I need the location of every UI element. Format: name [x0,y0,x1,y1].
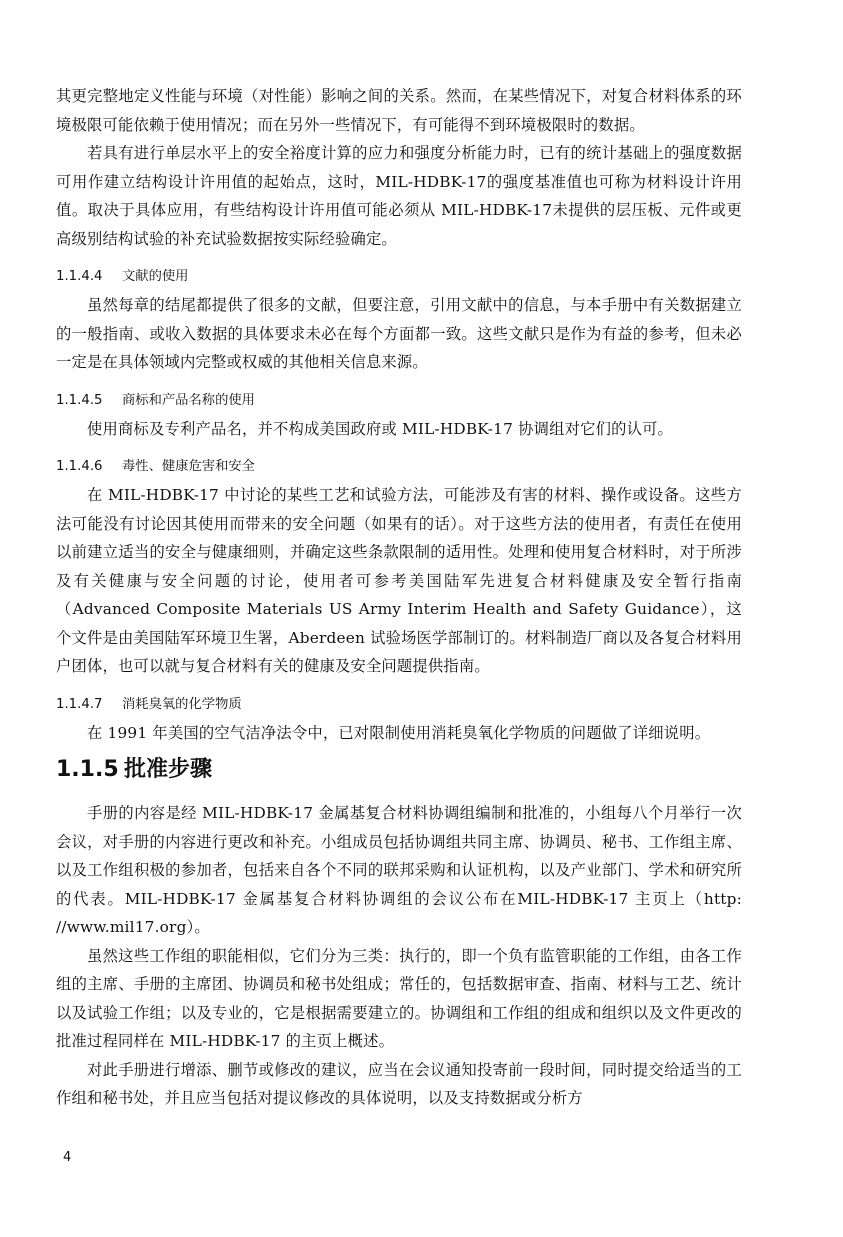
heading-number: 1.1.4.5 [56,392,103,408]
heading-title: 商标和产品名称的使用 [122,392,255,408]
paragraph: 手册的内容是经 MIL-HDBK-17 金属基复合材料协调组编制和批准的，小组每八个月举行一次会议，对手册的内容进行更改和补充。小组成员包括协调组共同主席、协调员、秘书、工作组主席、以及工作组积极的参加者，包括来自各个不同的联邦采购和认证机构，以及产业部门、学术和研究所的代表。MIL-HDBK-17 金属基复合材料协调组的会议公布在MIL-HDBK-17 主页上（http: //www.mil17.org）。 [56,804,742,936]
heading-title: 批准步骤 [124,757,213,782]
subsection-heading [56,391,742,411]
paragraph: 虽然每章的结尾都提供了很多的文献，但要注意，引用文献中的信息，与本手册中有关数据建立的一般指南、或收入数据的具体要求未必在每个方面都一致。这些文献只是作为有益的参考，但未必一定是在具体领域内完整或权威的其他相关信息来源。 [56,296,742,371]
paragraph: 使用商标及专利产品名，并不构成美国政府或 MIL-HDBK-17 协调组对它们的认可。 [87,419,674,438]
heading-number: 1.1.5 [56,757,119,782]
paragraph: 其更完整地定义性能与环境（对性能）影响之间的关系。然而，在某些情况下，对复合材料体系的环境极限可能依赖于使用情况；而在另外一些情况下，有可能得不到环境极限时的数据。 [56,87,742,134]
subsection-heading [56,695,742,715]
subsection-heading [56,457,742,477]
heading-number: 1.1.4.7 [56,696,103,712]
heading-number: 1.1.4.4 [56,269,103,284]
paragraph: 若具有进行单层水平上的安全裕度计算的应力和强度分析能力时，已有的统计基础上的强度数据可用作建立结构设计许用值的起始点，这时，MIL-HDBK-17的强度基准值也可称为材料设计许用值。取决于具体应用，有些结构设计许用值可能必须从 MIL-HDBK-17未提供的层压板、元件或更高级别结构试验的补充试验数据按实际经验确定。 [56,144,742,248]
paragraph: 在 MIL-HDBK-17 中讨论的某些工艺和试验方法，可能涉及有害的材料、操作或设备。这些方法可能没有讨论因其使用而带来的安全问题（如果有的话）。对于这些方法的使用者，有责任在使用以前建立适当的安全与健康细则，并确定这些条款限制的适用性。处理和使用复合材料时，对于所涉及有关健康与安全问题的讨论，使用者可参考美国陆军先进复合材料健康及安全暂行指南（Advanced Composite Materials US Army Interim Health and Safety Guidance），这个文件是由美国陆军环境卫生署，Aberdeen 试验场医学部制订的。材料制造厂商以及各复合材料用户团体，也可以就与复合材料有关的健康及安全问题提供指南。 [56,486,742,675]
paragraph: 对此手册进行增添、删节或修改的建议，应当在会议通知投寄前一段时间，同时提交给适当的工作组和秘书处，并且应当包括对提议修改的具体说明，以及支持数据或分析方 [56,1060,742,1107]
heading-title: 毒性、健康危害和安全 [122,459,255,474]
heading-title: 消耗臭氧的化学物质 [122,696,242,712]
subsection-heading [56,267,742,287]
page-body [56,82,742,1113]
paragraph: 虽然这些工作组的职能相似，它们分为三类：执行的，即一个负有监管职能的工作组，由各工作组的主席、手册的主席团、协调员和秘书处组成；常任的，包括数据审查、指南、材料与工艺、统计以及试验工作组；以及专业的，它是根据需要建立的。协调组和工作组的组成和组织以及文件更改的批准过程同样在 MIL-HDBK-17 的主页上概述。 [56,946,742,1050]
page-number: 4 [63,1150,72,1165]
paragraph: 在 1991 年美国的空气洁净法令中，已对限制使用消耗臭氧化学物质的问题做了详细说明。 [87,723,711,742]
section-heading [56,753,742,787]
heading-number: 1.1.4.6 [56,459,103,474]
heading-title: 文献的使用 [122,269,189,284]
